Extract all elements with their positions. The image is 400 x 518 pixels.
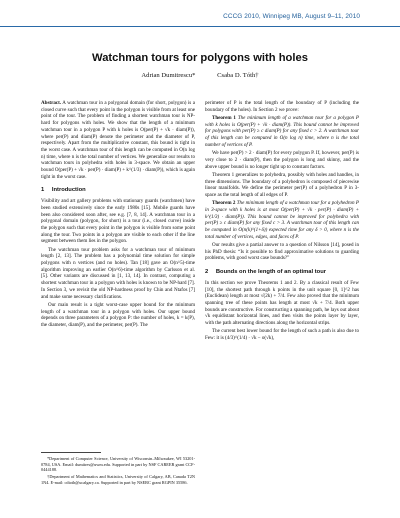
footnote-rule [41,452,101,453]
body-paragraph: The current best lower bound for the length of such a path is also due to Few: it is (4/3)^(1/4) · √k − o(√k), [205,328,359,342]
body-paragraph: Our main result is a tight worst-case upper bound for the minimum length of a watchman tour in a polygon with holes. Our upper bound depends on three parameters of a polygon P: the number of holes, k = k(P), the diameter, diam(P), and the perimeter, per(P). The [41,301,195,328]
section-number: 1 [41,187,45,194]
abstract-text: A watchman tour in a polygonal domain (for short, polygon) is a closed curve such that every point in the polygon is visible from at least one point of the tour. The problem of finding a shortest watchman tour is NP-hard for polygons with holes. We show that the length of a minimum watchman tour in a polygon P with k holes is O(per(P) + √k · diam(P)), where per(P) and diam(P) denote the perimeter and the diameter of P, respectively. Apart from the multiplicative constant, this bound is tight in the worst case. A watchman tour of this length can be computed in O(n log n) time, where n is the total number of vertices. We generalize our results to watchman tours in polyhedra with holes in 3-space. We obtain an upper bound O(per(P) + √k · per(P) · diam(P) + k^(1/3) · diam(P)), which is again tight in the worst case. [41,100,195,180]
section-heading [41,187,195,194]
section-number: 2 [205,269,209,276]
body-paragraph: We have per(P) > 2 · diam(P) for every polygon P. If, however, per(P) is very close to 2 · diam(P), then the polygon is long and skinny, and the above upper bound is no longer tight up to constant factors. [205,150,359,170]
section-title: Bounds on the length of an optimal tour [215,269,326,276]
author-name: Adrian Dumitrescu* [141,72,196,79]
theorem-2 [205,200,359,240]
body-paragraph: The watchman tour problem asks for a watchman tour of minimum length [2, 13]. The problem has a polynomial time solution for simple polygons with n vertices (and no holes). Tan [18] gave an O(n^5)-time algorithm improving an earlier O(n^6)-time algorithm by Carlsson et al. [5]. Other variants are discussed in [1, 13, 14]. In contrast, computing a shortest watchman tour in a polygon with holes is known to be NP-hard [7]. In Section 3, we revisit the old NP-hardness proof by Chin and Ntafos [7] and make some necessary clarifications. [41,246,195,300]
theorem-label: Theorem 2 [212,200,236,207]
author-name: Csaba D. Tóth† [217,72,259,79]
body-paragraph: Theorem 1 generalizes to polyhedra, possibly with holes and handles, in three dimensions. The boundary of a polyhedron is composed of piecewise linear manifolds. We define the perimeter per(P) of a polyhedron P in 3-space as the total length of all edges of P. [205,171,359,198]
section-title: Introduction [51,187,86,194]
conference-label: CCCG 2010, Winnipeg MB, August 9–11, 2010 [223,13,360,20]
conference-header [0,0,400,27]
footnote: †Department of Mathematics and Statistics, University of Calgary, AB, Canada T2N 1N4. E-mail: cdtoth@ucalgary.ca. Supported in part by NSERC grant RGPIN 35586. [41,474,195,485]
paper-title: Watchman tours for polygons with holes [92,52,308,64]
author-list [0,72,400,79]
left-column [41,100,195,330]
body-paragraph: Our results give a partial answer to a question of Nilsson [14], posed in his PhD thesis: “Is it possible to find approximative solutions to guarding problems, with good worst case bounds?” [205,242,359,262]
section-heading [205,269,359,276]
body-paragraph: perimeter of P is the total length of the boundary of P (including the boundary of the holes). In Section 2 we prove: [205,100,359,113]
right-column [205,100,359,343]
footnotes [41,452,195,487]
theorem-text: The minimum length of a watchman tour for a polyhedron P in 3-space with k holes is at most O(per(P) + √k · per(P) · diam(P) + k^(1/3) · diam(P)). This bound cannot be improved for polyhedra with per(P) ≥ c diam(P) for any fixed c > 3. A watchman tour of this length can be computed in O(n(k)^(1+δ)) expected time for any δ > 0, where n is the total number of vertices, edges, and faces of P. [205,200,359,240]
abstract [41,100,195,180]
body-paragraph: In this section we prove Theorems 1 and 2. By a classical result of Few [10], the shortest path through k points in the unit square [0, 1]^2 has (Euclidean) length at most √(2k) + 7/4. Few also proved that the minimum spanning tree of these points has length at most √k + 7/4. Both upper bounds are constructive. For constructing a spanning path, he lays out about √k equidistant horizontal lines, and then visits the points layer by layer, with the path alternating directions along the horizontal strips. [205,279,359,327]
body-paragraph: Visibility and art gallery problems with stationary guards (watchmen) have been studied extensively since the early 1980s [15]. Mobile guards have been also considered soon after, see e.g. [7, 8, 14]. A watchman tour in a polygonal domain (polygon, for short) is a tour (i.e., closed curve) inside the polygon such that every point in the polygon is visible from some point along the tour. Two points in a polygon are visible to each other if the line segment between them lies in the polygon. [41,198,195,245]
theorem-1 [205,115,359,149]
theorem-text: The minimum length of a watchman tour for a polygon P with k holes is O(per(P) + √k · diam(P)). This bound cannot be improved for polygons with per(P) ≥ c diam(P) for any fixed c > 2. A watchman tour of this length can be computed in O(n log n) time, where n is the total number of vertices of P. [205,115,359,148]
footnote: *Department of Computer Science, University of Wisconsin–Milwaukee, WI 53201-0784, USA. Email: dumitres@uwm.edu. Supported in part by NSF CAREER grant CCF-0444188. [41,456,195,473]
theorem-label: Theorem 1 [212,115,236,121]
abstract-label: Abstract. [41,100,62,106]
